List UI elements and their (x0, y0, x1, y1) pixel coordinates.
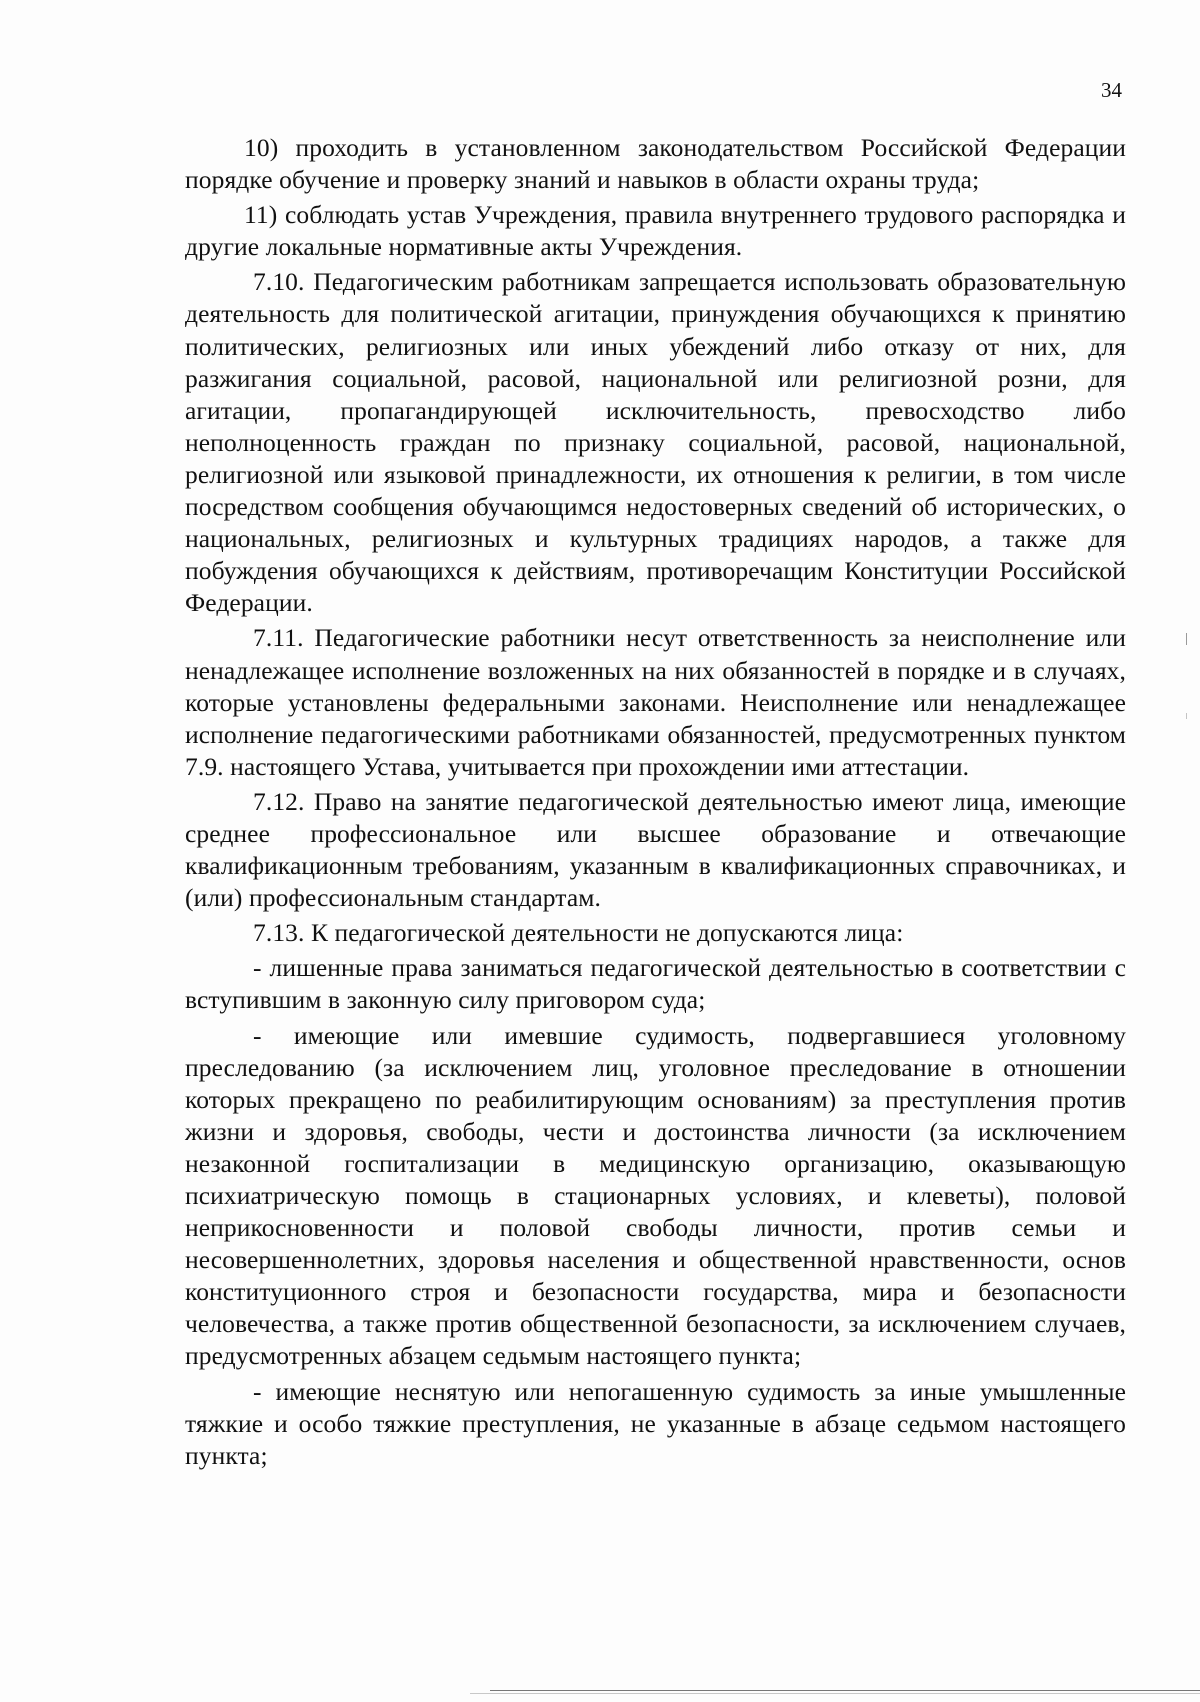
scan-bottom-edge (490, 1690, 1200, 1691)
list-item-10: 10) проходить в установленном законодательством Российской Федерации порядке обучение и проверку знаний и навыков в области охраны труда; (185, 133, 1126, 195)
scan-margin-mark (1186, 633, 1187, 645)
page-number: 34 (1101, 78, 1122, 102)
list-item-11: 11) соблюдать устав Учреждения, правила внутреннего трудового распорядка и другие локальные нормативные акты Учреждения. (185, 200, 1126, 262)
clause-7-10: 7.10. Педагогическим работникам запрещается использовать образовательную деятельность для политической агитации, принуждения обучающихся к принятию политических, религиозных или иных убеждений либо отказу от них, для разжигания социальной, расовой, национальной или религиозной розни, для агитации, пропагандирующей исключительность, превосходство либо неполноценность граждан по признаку социальной, расовой, национальной, религиозной или языковой принадлежности, их отношения к религии, в том числе посредством сообщения обучающимся недостоверных сведений об исторических, о национальных, религиозных и культурных традициях народов, а также для побуждения обучающихся к действиям, противоречащим Конституции Российской Федерации. (185, 267, 1126, 618)
clause-7-13-item-1: - лишенные права заниматься педагогической деятельностью в соответствии с вступившим в законную силу приговором суда; (185, 953, 1126, 1015)
clause-7-11: 7.11. Педагогические работники несут ответственность за неисполнение или ненадлежащее исполнение возложенных на них обязанностей в порядке и в случаях, которые установлены федеральными законами. Неисполнение или ненадлежащее исполнение педагогическими работниками обязанностей, предусмотренных пунктом 7.9. настоящего Устава, учитывается при прохождении ими аттестации. (185, 623, 1126, 781)
clause-7-12: 7.12. Право на занятие педагогической деятельностью имеют лица, имеющие среднее профессиональное или высшее образование и отвечающие квалификационным требованиям, указанным в квалификационных справочниках, и (или) профессиональным стандартам. (185, 786, 1126, 913)
clause-7-13-item-2: - имеющие или имевшие судимость, подвергавшиеся уголовному преследованию (за исключением лиц, уголовное преследование в отношении которых прекращено по реабилитирующим основаниям) за преступления против жизни и здоровья, свободы, чести и достоинства личности (за исключением незаконной госпитализации в медицинскую организацию, оказывающую психиатрическую помощь в стационарных условиях, и клеветы), половой неприкосновенности и половой свободы личности, против семьи и несовершеннолетних, здоровья населения и общественной нравственности, основ конституционного строя и безопасности государства, мира и безопасности человечества, а также против общественной безопасности, за исключением случаев, предусмотренных абзацем седьмым настоящего пункта; (185, 1020, 1126, 1371)
clause-7-13-item-3: - имеющие неснятую или непогашенную судимость за иные умышленные тяжкие и особо тяжкие преступления, не указанные в абзаце седьмом настоящего пункта; (185, 1376, 1126, 1470)
scan-bottom-edge-shadow (470, 1693, 1200, 1694)
scan-margin-mark (1186, 713, 1187, 719)
clause-7-13: 7.13. К педагогической деятельности не допускаются лица: (253, 918, 904, 948)
document-body (185, 132, 1126, 1475)
